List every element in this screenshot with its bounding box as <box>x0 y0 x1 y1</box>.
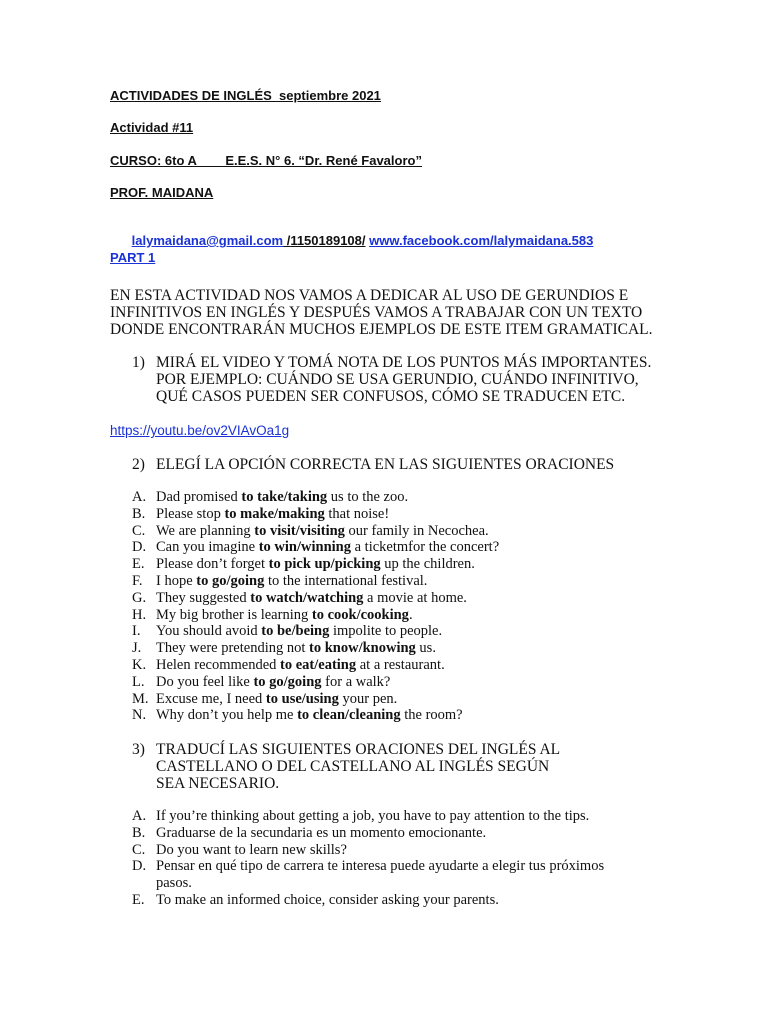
task-2-sentence <box>110 573 670 590</box>
sentence-text: To make an informed choice, consider asking your parents. <box>156 891 499 908</box>
sentence-letter: G. <box>132 589 147 606</box>
sentence-letter: C. <box>132 841 146 858</box>
sentence-before: We are planning <box>156 522 255 539</box>
sentence-text <box>156 556 670 573</box>
task-3-sentence <box>110 825 670 842</box>
sentence-options: to take/taking <box>241 489 328 505</box>
task-3-sentence <box>110 842 670 859</box>
sentence-options: to go/going <box>196 572 265 589</box>
sentence-before: They were pretending not <box>156 640 310 657</box>
contact-line <box>110 217 593 265</box>
sentence-letter: C. <box>132 522 146 539</box>
sentence-before: You should avoid <box>156 623 262 640</box>
sentence-letter: E. <box>132 556 145 573</box>
task-2-sentence-list <box>110 489 670 724</box>
sentence-after: us. <box>415 640 436 657</box>
sentence-text <box>156 489 670 506</box>
phone-number: 1150189108/ <box>290 233 366 248</box>
task-1-text: MIRÁ EL VIDEO Y TOMÁ NOTA DE LOS PUNTOS MÁS IMPORTANTES. POR EJEMPLO: CUÁNDO SE USA GERUNDIO, CUÁNDO INFINITIVO, QUÉ CASOS PUEDEN SER CONFUSOS, CÓMO SE TRADUCEN ETC. <box>156 354 652 405</box>
sentence-text <box>156 607 670 624</box>
sentence-after: the room? <box>400 707 463 724</box>
sentence-text <box>156 691 670 708</box>
task-3-sentence <box>110 858 670 892</box>
sentence-text <box>156 506 670 523</box>
task-2-sentence <box>110 590 670 607</box>
task-2-sentence <box>110 607 670 624</box>
sentence-before: I hope <box>156 572 197 589</box>
task-2-sentence <box>110 539 670 556</box>
task-2-sentence <box>110 489 670 506</box>
sentence-before: Can you imagine <box>156 539 259 556</box>
sentence-before: Please stop <box>156 505 225 522</box>
sentence-after: your pen. <box>338 690 398 707</box>
sentence-text <box>156 573 670 590</box>
task-2-sentence <box>110 707 670 724</box>
sentence-after: impolite to people. <box>329 623 443 640</box>
sentence-letter: F. <box>132 572 143 589</box>
sentence-after: a movie at home. <box>363 589 467 606</box>
sentence-before: Please don’t forget <box>156 556 269 573</box>
task-2-sentence <box>110 657 670 674</box>
sentence-letter: N. <box>132 707 147 724</box>
sentence-after: for a walk? <box>321 673 391 690</box>
task-1-number: 1) <box>132 354 145 371</box>
sentence-options: to make/making <box>224 505 325 522</box>
sentence-after: our family in Necochea. <box>344 522 489 539</box>
sentence-after: up the children. <box>380 556 475 573</box>
teacher-name: PROF. MAIDANA <box>110 185 214 200</box>
task-2-sentence <box>110 674 670 691</box>
task-2-number: 2) <box>132 456 145 473</box>
sentence-text <box>156 539 670 556</box>
sentence-before: My big brother is learning <box>156 606 312 623</box>
task-2-sentence <box>110 640 670 657</box>
task-2 <box>110 456 670 473</box>
sentence-letter: K. <box>132 656 147 673</box>
task-2-sentence <box>110 523 670 540</box>
sentence-options: to cook/cooking <box>311 606 409 623</box>
sentence-before: Dad promised <box>156 489 242 505</box>
task-3-sentence <box>110 892 670 909</box>
sentence-before: They suggested <box>156 589 251 606</box>
email-link[interactable]: lalymaidana@gmail.com <box>131 233 284 248</box>
task-3-number: 3) <box>132 741 145 758</box>
sentence-before: Excuse me, I need <box>156 690 266 707</box>
sentence-text <box>156 523 670 540</box>
sentence-letter: J. <box>132 640 142 657</box>
sentence-after: . <box>408 606 413 623</box>
sentence-options: to pick up/picking <box>268 556 381 573</box>
sentence-after: us to the zoo. <box>327 489 409 505</box>
intro-paragraph: EN ESTA ACTIVIDAD NOS VAMOS A DEDICAR AL USO DE GERUNDIOS E INFINITIVOS EN INGLÉS Y DESPUÉS VAMOS A TRABAJAR CON UN TEXTO DONDE ENCONTRARÁN MUCHOS EJEMPLOS DE ESTE ITEM GRAMATICAL. <box>110 287 653 338</box>
task-2-sentence <box>110 506 670 523</box>
sentence-letter: B. <box>132 505 146 522</box>
sentence-options: to clean/cleaning <box>297 707 401 724</box>
sentence-letter: M. <box>132 690 149 707</box>
activity-number: Actividad #11 <box>110 120 194 135</box>
document-title: ACTIVIDADES DE INGLÉS septiembre 2021 <box>110 88 381 103</box>
sentence-letter: D. <box>132 858 147 875</box>
sentence-text <box>156 590 670 607</box>
task-2-sentence <box>110 556 670 573</box>
task-3-sentence-list <box>110 808 670 909</box>
sentence-after: to the international festival. <box>264 572 428 589</box>
sentence-text: Do you want to learn new skills? <box>156 841 347 858</box>
sentence-text <box>156 657 670 674</box>
sentence-letter: B. <box>132 824 146 841</box>
sentence-options: to eat/eating <box>280 656 357 673</box>
sentence-text: Graduarse de la secundaria es un momento emocionante. <box>156 824 487 841</box>
sentence-letter: H. <box>132 606 147 623</box>
video-link[interactable]: https://youtu.be/ov2VIAvOa1g <box>110 423 290 438</box>
facebook-link[interactable]: www.facebook.com/lalymaidana.583 <box>369 233 594 248</box>
sentence-options: to watch/watching <box>250 589 364 606</box>
sentence-text <box>156 674 670 691</box>
sentence-letter: D. <box>132 539 147 556</box>
sentence-before: Do you feel like <box>156 673 254 690</box>
part-label[interactable]: PART 1 <box>110 250 156 265</box>
sentence-text: If you’re thinking about getting a job, you have to pay attention to the tips. <box>156 808 590 824</box>
sentence-text <box>156 623 670 640</box>
sentence-after: that noise! <box>324 505 390 522</box>
sentence-options: to visit/visiting <box>254 522 345 539</box>
sentence-before: Why don’t you help me <box>156 707 298 724</box>
task-2-text: ELEGÍ LA OPCIÓN CORRECTA EN LAS SIGUIENTES ORACIONES <box>156 456 615 473</box>
task-3-text: TRADUCÍ LAS SIGUIENTES ORACIONES DEL INGLÉS AL CASTELLANO O DEL CASTELLANO AL INGLÉS SEGÚN SEA NECESARIO. <box>156 741 560 792</box>
sentence-letter: I. <box>132 623 141 640</box>
sentence-options: to win/winning <box>258 539 351 556</box>
sentence-options: to go/going <box>253 673 322 690</box>
sentence-letter: A. <box>132 489 147 505</box>
sentence-after: a ticketmfor the concert? <box>350 539 500 556</box>
sentence-text <box>156 707 670 724</box>
sentence-text: Pensar en qué tipo de carrera te interesa puede ayudarte a elegir tus próximos pasos. <box>156 858 605 892</box>
task-2-sentence <box>110 623 670 640</box>
sentence-options: to be/being <box>261 623 330 640</box>
sentence-after: at a restaurant. <box>356 656 445 673</box>
course-info: CURSO: 6to A E.E.S. N° 6. “Dr. René Favaloro” <box>110 153 422 168</box>
sentence-options: to know/knowing <box>309 640 416 657</box>
contact-separator: / <box>283 233 291 248</box>
task-3 <box>110 741 580 792</box>
sentence-letter: A. <box>132 808 147 824</box>
task-2-sentence <box>110 691 670 708</box>
task-3-sentence <box>110 808 670 825</box>
sentence-before: Helen recommended <box>156 656 281 673</box>
sentence-text <box>156 640 670 657</box>
sentence-letter: E. <box>132 891 145 908</box>
sentence-options: to use/using <box>265 690 339 707</box>
task-1 <box>110 354 670 405</box>
sentence-letter: L. <box>132 673 145 690</box>
